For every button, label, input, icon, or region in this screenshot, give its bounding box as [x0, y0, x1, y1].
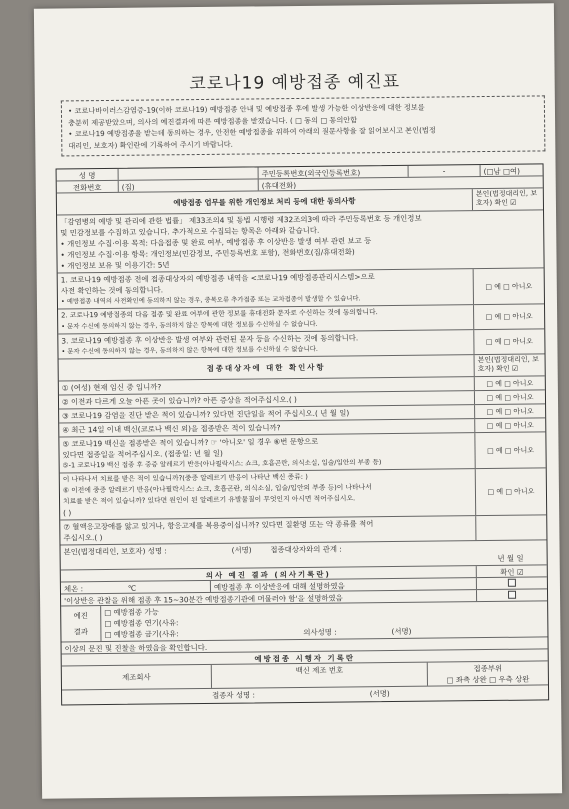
question-5 [59, 432, 545, 473]
question-text: 치료를 받은 적이 있습니까? 있다면 원인이 된 알레르기 유발물질이 무엇인지 아시면 적어주십시오. [62, 494, 356, 506]
result-row [61, 601, 547, 642]
signer-date[interactable]: 년 월 일 [497, 553, 524, 563]
notice-line: • 코로나바이러스감염증-19(이하 코로나19) 예방접종 안내 및 예방접종 후에 발생 가능한 이상반응에 대한 정보를 [67, 102, 425, 116]
result-label-2: 결과 [73, 627, 89, 637]
question-3-answer[interactable]: □ 예 □ 아니오 [474, 404, 545, 418]
privacy-line: 「감염병의 예방 및 관리에 관한 법률」 제33조의4 및 동법 시행령 제32조의3에 따라 주민등록번호 등 개인정보 [60, 213, 422, 227]
question-6-answer[interactable]: □ 예 □ 아니오 [475, 468, 546, 515]
questions-confirm: 본인(법정대리인, 보호자) 확인 ☑ [477, 355, 539, 374]
wait-text: '이상반응 관찰을 위해 접종 후 15~30분간 예방접종기관에 머물러야 함'을 설명하였음 [61, 590, 477, 605]
option-postpone[interactable]: □ 예방접종 연기(사유: [104, 618, 179, 629]
question-5-answer[interactable]: □ 예 □ 아니오 [474, 432, 545, 468]
question-text: ④ 최근 14일 이내 백신(코로나 백신 외)을 접종받은 적이 있습니까? [62, 423, 281, 435]
option-possible[interactable]: □ 예방접종 가능 [104, 607, 159, 618]
explained-check[interactable] [477, 577, 547, 589]
privacy-item-note: • 문자 수신에 동의하지 않는 경우, 동의하지 않은 항목에 대한 정보를 수신하실 수 없습니다. [61, 344, 318, 356]
question-6 [60, 468, 546, 520]
privacy-item-note: • 문자 수신에 동의하지 않는 경우, 동의하지 않은 항목에 대한 정보를 수신하실 수 없습니다. [61, 319, 318, 331]
explained-text: 예방접종 후 이상반응에 대해 설명하였음 [211, 578, 477, 592]
question-text: ( ) [63, 508, 72, 518]
wait-check[interactable] [477, 589, 547, 601]
question-text: 주십시오.( ) [63, 533, 103, 543]
question-1-answer[interactable]: □ 예 □ 아니오 [474, 376, 545, 390]
giver-label: 접종자 성명 : [212, 690, 256, 700]
temperature-field[interactable] [61, 581, 211, 594]
lot-label: 백신 제조 번호 [212, 663, 428, 688]
option-contraindicated[interactable]: □ 예방접종 금기(사유: [104, 629, 179, 640]
notice-box [61, 95, 546, 156]
doctor-heading: 의사 예진 결과 (의사기록란) [61, 566, 477, 581]
doctor-confirm: 확인 ☑ [500, 567, 524, 577]
notice-line: • 코로나19 예방접종을 받는데 동의하는 경우, 안전한 예방접종을 위하여 아래의 질문사항을 잘 읽어보시고 본인(법정 [68, 125, 436, 139]
temperature-unit: ℃ [127, 583, 137, 593]
question-text: ⑤-1 코로나19 백신 접종 후 중증 알레르기 반응(아나필락시스: 쇼크, 호흡곤란, 의식소실, 입술/입안의 부종 등) [62, 458, 382, 470]
question-text: 있다면 접종일을 적어주십시오. (접종일: 년 월 일) [62, 448, 223, 460]
mobile-phone-field[interactable]: (휴대전화) [261, 181, 297, 191]
privacy-item-1 [58, 268, 544, 309]
question-text: ⑤ 코로나19 백신을 접종받은 적이 있습니까? ☞ '아니오' 일 경우 ⑥번 문항으로 [62, 436, 319, 449]
privacy-item-line: 2. 코로나19 예방접종의 다음 접종 및 완료 여부에 관한 정보를 휴대전화 문자로 수신하는 것에 동의합니다. [61, 308, 378, 320]
privacy-line: • 개인정보 수집·이용 항목: 개인정보(민감정보, 주민등록번호 포함), 전화번호(집/휴대전화) [60, 247, 355, 260]
privacy-item-note: • 예방접종 내역의 사전확인에 동의하지 않는 경우, 중복오류 추가접종 또는 교차접종이 발생할 수 있습니다. [60, 294, 361, 306]
doctor-confirm-text: 이상의 문진 및 진찰을 하였음을 확인합니다. [64, 642, 208, 654]
name-field[interactable] [119, 167, 259, 179]
consent-form-paper [34, 3, 562, 798]
question-7-answer[interactable] [475, 515, 546, 540]
name-label: 성 명 [57, 169, 119, 181]
question-text: ③ 코로나19 감염을 진단 받은 적이 있습니까? 있다면 진단일을 적어 주십시오.( 년 월 일) [62, 408, 350, 421]
doctor-name-label: 의사성명 : [303, 627, 337, 637]
privacy-item-1-answer[interactable]: □ 예 □ 아니오 [473, 268, 544, 304]
signer-name-field[interactable] [169, 553, 229, 554]
relation-label: 접종대상자와의 관계 : [270, 544, 342, 555]
temperature-label: 체온 : [63, 584, 84, 594]
signer-label: 본인(법정대리인, 보호자) 성명 : [63, 546, 167, 557]
privacy-line: • 개인정보 보유 및 이용기간: 5년 [60, 260, 170, 271]
question-text: ⑦ 혈액응고장애를 앓고 있거나, 항응고제를 복용중이십니까? 있다면 질환명 또는 약 종류를 적어 [63, 519, 374, 532]
phone-label: 전화번호 [57, 181, 119, 193]
privacy-item-3-answer[interactable]: □ 예 □ 아니오 [473, 329, 544, 354]
site-cell [428, 661, 548, 685]
question-2-answer[interactable]: □ 예 □ 아니오 [474, 390, 545, 404]
notice-line: 대리인, 보호자) 확인란에 기록하여 주시기 바랍니다. [68, 139, 233, 150]
question-text: 이 나타나서 치료를 받은 적이 있습니까?(중증 알레르기 반응이 나타난 백신 종류: ) [62, 472, 308, 484]
consent-form-table [56, 163, 550, 705]
result-label-1: 예진 [73, 610, 88, 621]
result-label [61, 606, 101, 641]
privacy-line: • 개인정보 수집·이용 목적: 다음접종 및 완료 여부, 예방접종 후 이상반응 발생 여부 관련 보고 등 [60, 236, 372, 249]
home-phone-field[interactable]: (집) [119, 179, 259, 191]
site-options[interactable]: □ 좌측 상완 □ 우측 상완 [446, 674, 530, 685]
question-text: ② 이전과 다르게 오늘 아픈 곳이 있습니까? 아픈 증상을 적어주십시오.( ) [61, 395, 297, 407]
privacy-heading: 예방접종 업무를 위한 개인정보 처리 등에 대한 동의사항 [57, 189, 473, 214]
rrn-dash[interactable]: - [409, 165, 481, 177]
rrn-label: 주민등록번호(외국인등록번호) [259, 166, 409, 179]
giver-sign[interactable]: (서명) [369, 689, 390, 699]
privacy-text-row [57, 210, 544, 273]
doctor-sign[interactable]: (서명) [391, 626, 412, 637]
question-text: ⑥ 이전에 중증 알레르기 반응(아나필락시스: 쇼크, 호흡곤란, 의식소실, 입술/입안의 부종 등)이 나타나서 [62, 483, 372, 495]
notice-line: 충분히 제공받았으며, 의사의 예진결과에 따른 예방접종을 받겠습니다. ( □ 동의 □ 동의안함 [68, 114, 358, 127]
question-4-answer[interactable]: □ 예 □ 아니오 [474, 418, 545, 432]
signer-sign[interactable]: (서명) [231, 545, 252, 555]
privacy-item-2-answer[interactable]: □ 예 □ 아니오 [473, 304, 544, 329]
form-title: 코로나19 예방접종 예진표 [189, 71, 401, 95]
gender-field[interactable]: (□남 □여) [483, 166, 521, 177]
question-text: ① (여성) 현재 임신 중 입니까? [61, 382, 162, 393]
privacy-item-line: 사전 확인하는 것에 동의합니다. [60, 285, 164, 296]
privacy-item-line: 1. 코로나19 예방접종 전에 접종대상자의 예방접종 내역을 <코로나19 예방접종관리시스템>으로 [60, 272, 375, 285]
privacy-line: 및 민감정보를 수집하고 있습니다. 추가적으로 수집되는 항목은 아래와 같습니다. [60, 225, 320, 238]
maker-label: 제조회사 [62, 665, 212, 690]
privacy-item-line: 3. 코로나19 예방접종 후 이상반응 발생 여부와 관련된 문자 등을 수신하는 것에 동의합니다. [61, 333, 359, 346]
record-heading: 예방접종 시행자 기록란 [254, 653, 356, 664]
privacy-confirm: 본인(법정대리인, 보호자) 확인 ☑ [475, 189, 538, 208]
questions-heading: 접종대상자에 대한 확인사항 [59, 355, 475, 380]
site-label: 접종부위 [473, 663, 503, 674]
